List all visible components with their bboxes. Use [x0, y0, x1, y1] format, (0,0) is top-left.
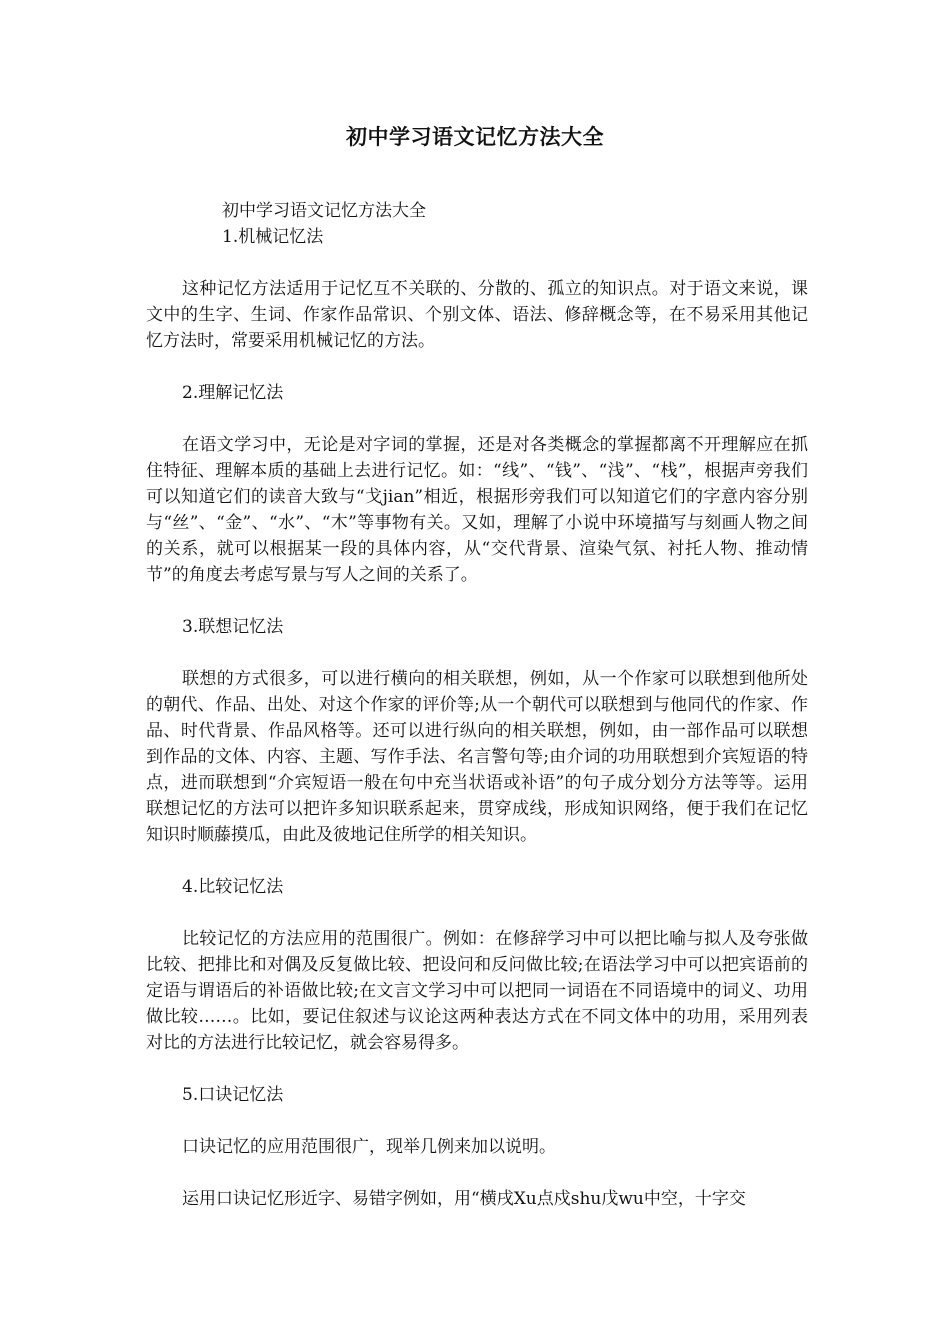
- intro-block: [146, 198, 808, 250]
- section-3-paragraph: 联想的方式很多，可以进行横向的相关联想，例如，从一个作家可以联想到他所处的朝代、作品、出处、对这个作家的评价等;从一个朝代可以联想到与他同代的作家、作品、时代背景、作品风格等。还可以进行纵向的相关联想，例如，由一部作品可以联想到作品的文体、内容、主题、写作手法、名言警句等;由介词的功用联想到介宾短语的特点，进而联想到“介宾短语一般在句中充当状语或补语”的句子成分划分方法等等。运用联想记忆的方法可以把许多知识联系起来，贯穿成线，形成知识网络，便于我们在记忆知识时顺藤摸瓜，由此及彼地记住所学的相关知识。: [146, 669, 808, 845]
- section-4-paragraph: 比较记忆的方法应用的范围很广。例如：在修辞学习中可以把比喻与拟人及夸张做比较、把排比和对偶及反复做比较、把设问和反问做比较;在语法学习中可以把宾语前的定语与谓语后的补语做比较;在文言文学习中可以把同一词语在不同语境中的词义、功用做比较……。比如，要记住叙述与议论这两种表达方式在不同文体中的功用，采用列表对比的方法进行比较记忆，就会容易得多。: [146, 929, 808, 1053]
- section-5-paragraph-1: 口诀记忆的应用范围很广，现举几例来加以说明。: [182, 1137, 556, 1157]
- section-heading-4: 4.比较记忆法: [182, 877, 284, 897]
- section-2-paragraph: 在语文学习中，无论是对字词的掌握，还是对各类概念的掌握都离不开理解应在抓住特征、理解本质的基础上去进行记忆。如：“线”、“钱”、“浅”、“栈”，根据声旁我们可以知道它们的读音大致与“戈jian”相近，根据形旁我们可以知道它们的字意内容分别与“丝”、“金”、“水”、“木”等事物有关。又如，理解了小说中环境描写与刻画人物之间的关系，就可以根据某一段的具体内容，从“交代背景、渲染气氛、衬托人物、推动情节”的角度去考虑写景与写人之间的关系了。: [146, 435, 808, 585]
- document-title: 初中学习语文记忆方法大全: [346, 124, 604, 149]
- section-1-paragraph: 这种记忆方法适用于记忆互不关联的、分散的、孤立的知识点。对于语文来说，课文中的生字、生词、作家作品常识、个别文体、语法、修辞概念等，在不易采用其他记忆方法时，常要采用机械记忆的方法。: [146, 279, 808, 351]
- document-subtitle: 初中学习语文记忆方法大全: [222, 201, 426, 221]
- document-body: [146, 198, 808, 1212]
- section-heading-3: 3.联想记忆法: [182, 617, 284, 637]
- section-heading-1: 1.机械记忆法: [222, 227, 324, 247]
- section-heading-5: 5.口诀记忆法: [182, 1085, 284, 1105]
- section-heading-2: 2.理解记忆法: [182, 383, 284, 403]
- section-5-paragraph-2: 运用口诀记忆形近字、易错字例如，用“横戌Xu点戍shu戊wu中空，十字交: [182, 1189, 746, 1209]
